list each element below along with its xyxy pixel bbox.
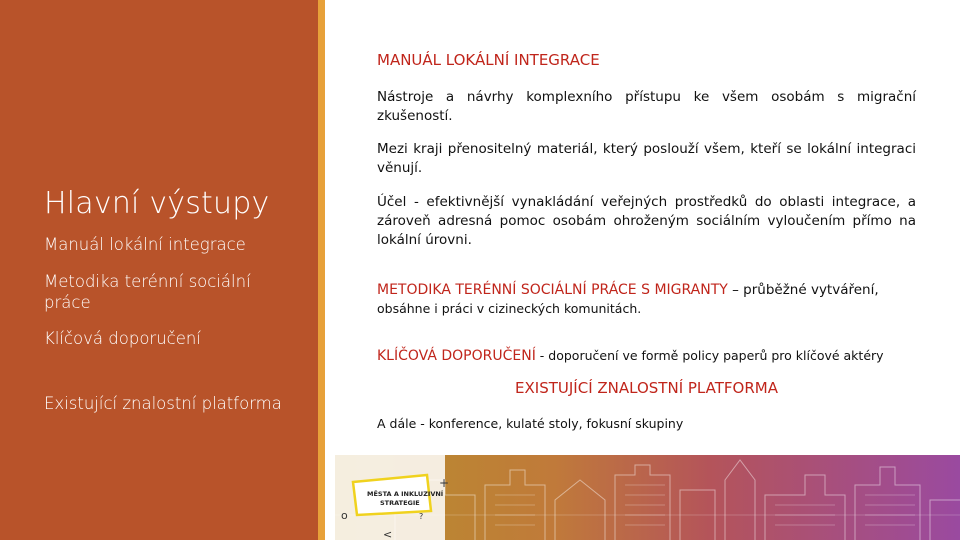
metodika-text: – průběžné vytváření, [727,282,879,298]
banner-logo [335,455,449,540]
plus-icon: + [439,476,450,490]
accent-stripe [318,0,325,540]
circle-icon: o [341,509,348,522]
manual-heading: MANUÁL LOKÁLNÍ INTEGRACE [377,51,600,69]
paragraph-ucel: Účel - efektivnější vynakládání veřejných prostředků do oblasti integrace, a zároveň adresná pomoc osobám ohroženým sociálním vyloučením přímo na lokální úrovni. [377,194,916,248]
paragraph-prenositelny: Mezi kraji přenositelný materiál, který poslouží všem, kteří se lokální integraci věnují. [377,141,916,176]
less-than-icon: < [383,528,393,540]
left-panel [0,0,318,540]
logo-line-1: MĚSTA A INKLUZIVNÍ [367,490,444,498]
klicova-text: - doporučení ve formě policy paperů pro klíčové aktéry [535,348,884,363]
city-banner [335,455,960,540]
city-banner-graphic [335,455,960,540]
platforma-heading: EXISTUJÍCÍ ZNALOSTNÍ PLATFORMA [515,379,778,397]
paragraph-nastroje: Nástroje a návrhy komplexního přístupu ke všem osobám s migrační zkušeností. [377,89,916,124]
output-item-manual: Manuál lokální integrace [44,235,246,254]
question-icon: ? [419,512,424,521]
klicova-line [377,346,916,366]
metodika-line [377,281,916,300]
logo-line-2: STRATEGIE [380,499,420,507]
output-item-metodika: Metodika terénní sociální práce [44,272,251,312]
klicova-label: KLÍČOVÁ DOPORUČENÍ [377,348,536,364]
metodika-label: METODIKA TERÉNNÍ SOCIÁLNÍ PRÁCE S MIGRANTY [377,282,728,298]
output-item-doporuceni: Klíčová doporučení [44,329,201,348]
dale-line: A dále - konference, kulaté stoly, fokusní skupiny [377,416,684,431]
metodika-line-2: obsáhne i práci v cizineckých komunitách. [377,301,642,316]
output-item-platforma: Existující znalostní platforma [44,394,282,413]
section-title: Hlavní výstupy [44,186,270,221]
